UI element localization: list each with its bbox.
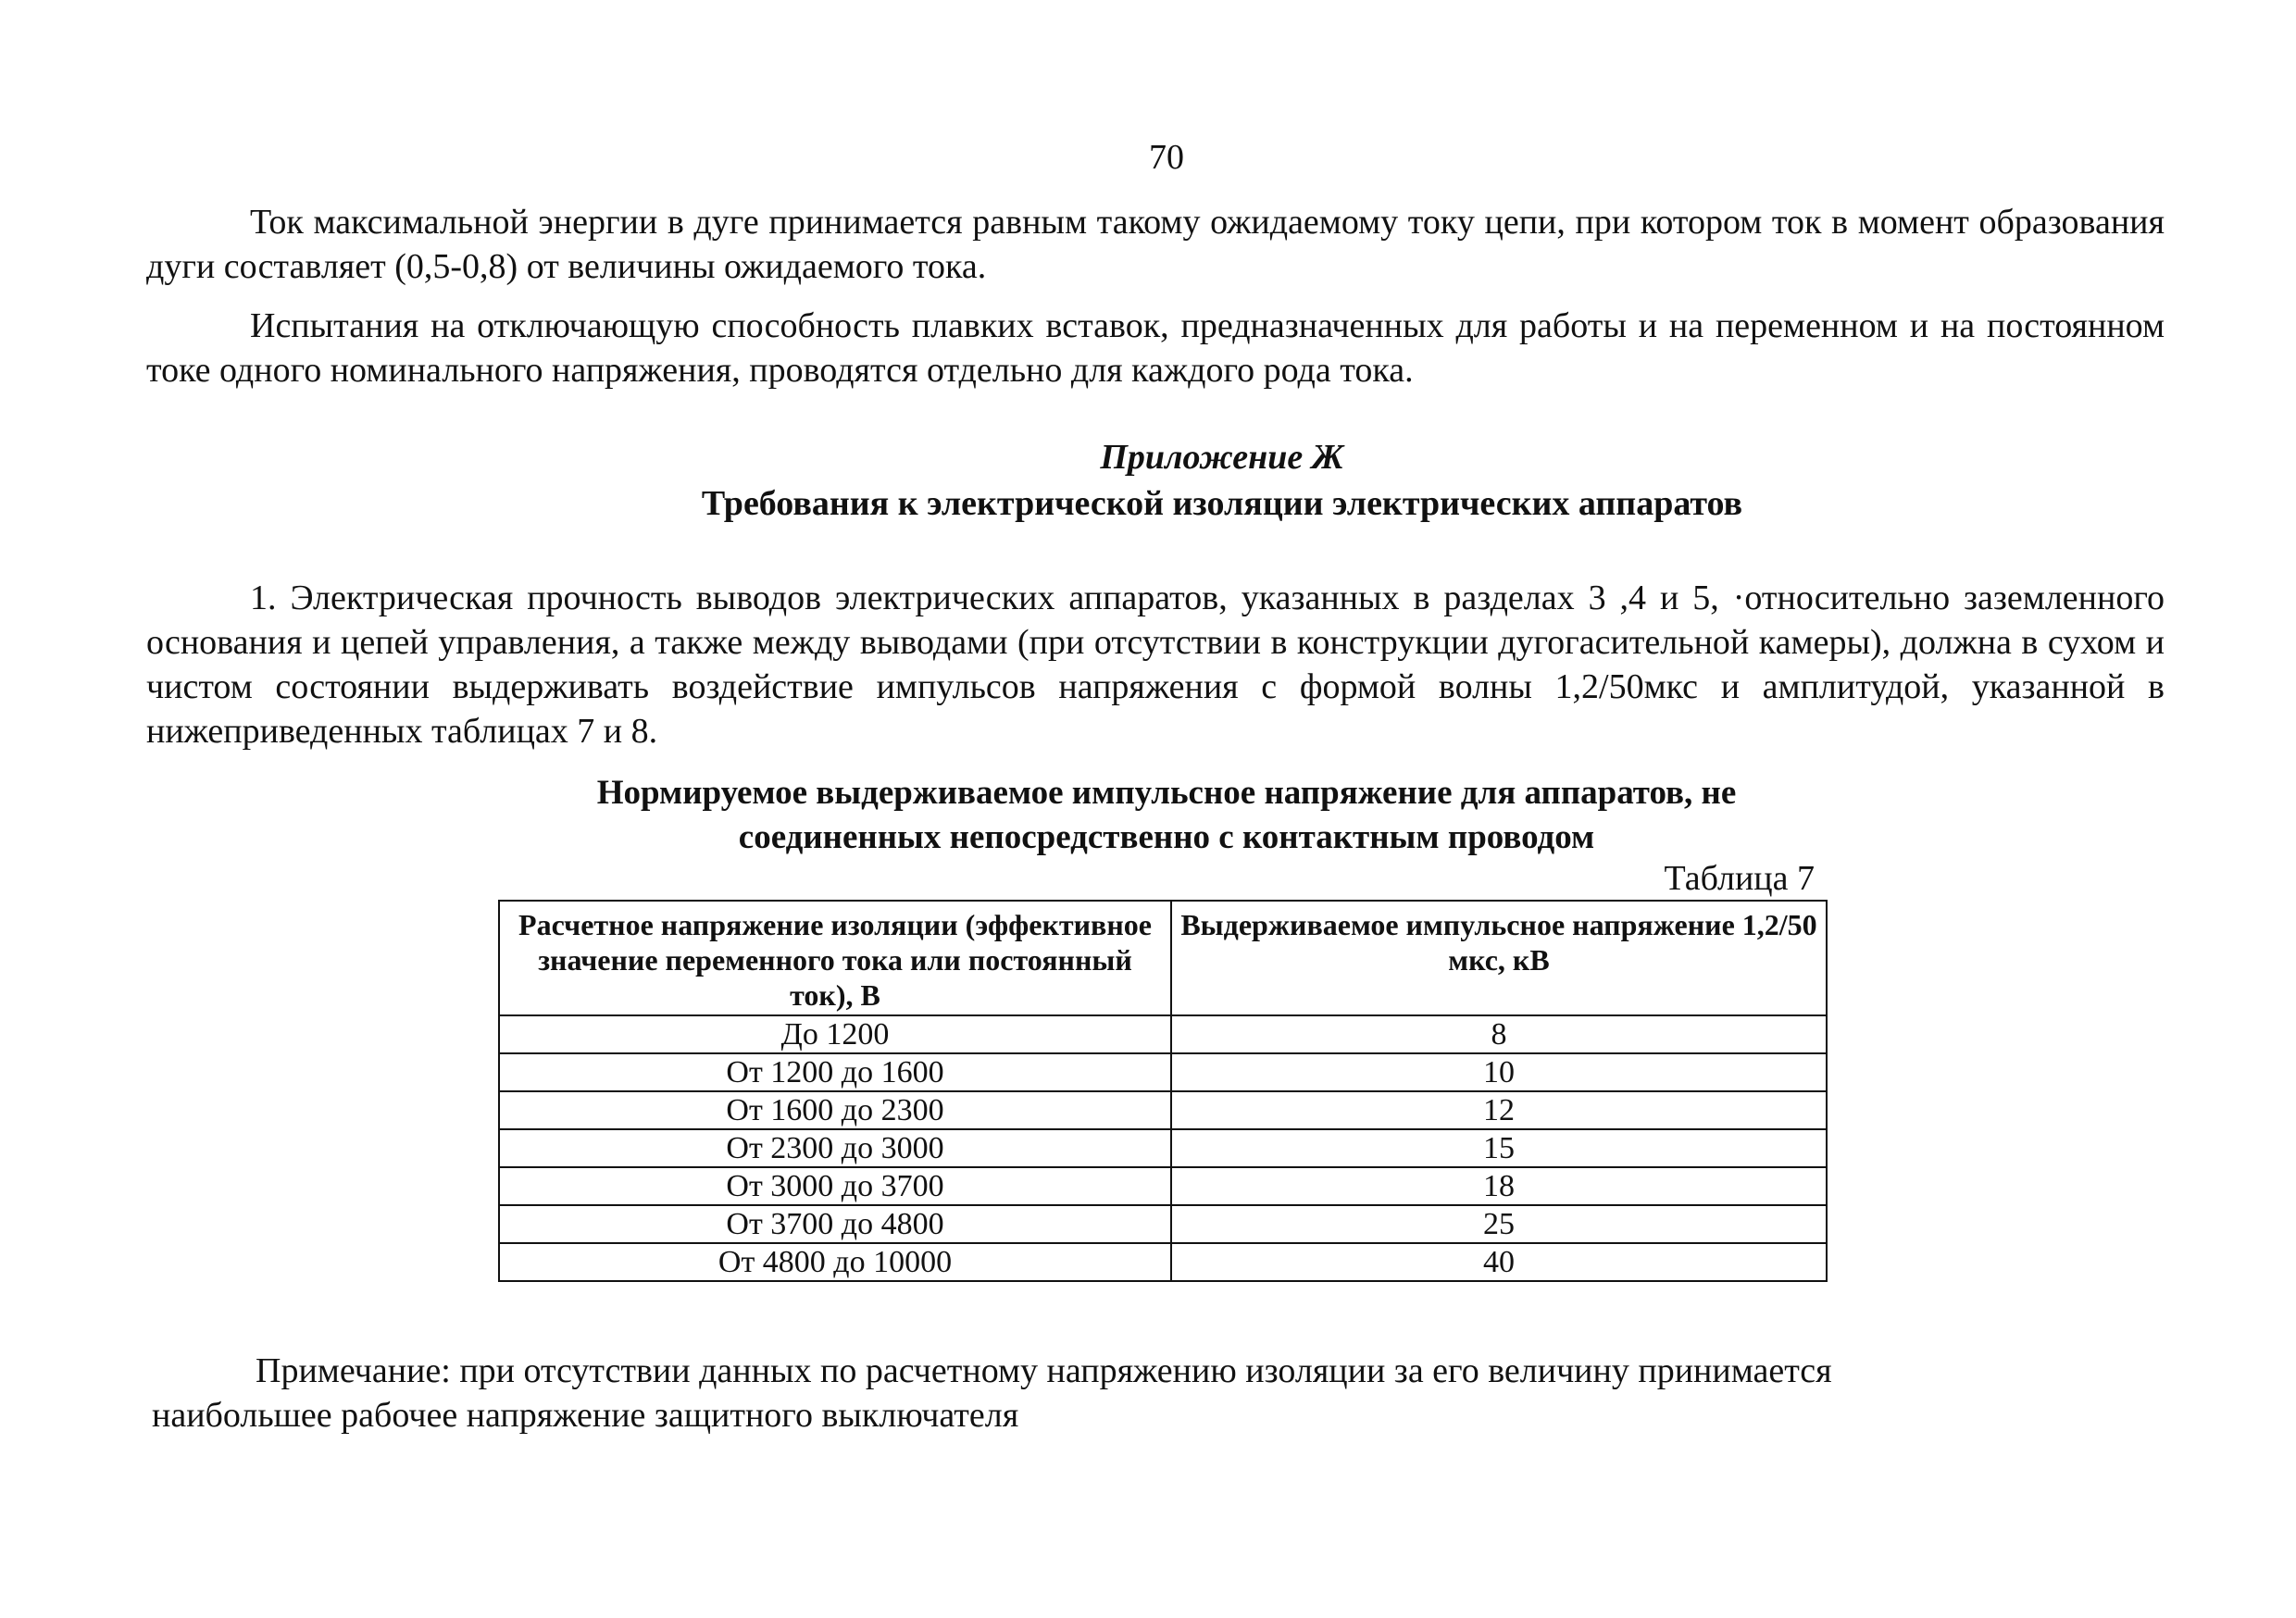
appendix-subtitle: Требования к электрической изоляции электрических аппаратов [701,484,1743,523]
table-row [499,1091,1827,1129]
voltage-range-cell: От 3000 до 3700 [499,1167,1171,1205]
table-row [499,1015,1827,1053]
voltage-range-cell: От 2300 до 3000 [499,1129,1171,1167]
header-rated-insulation-voltage: Расчетное напряжение изоляции (эффективное значение переменного тока или постоянный ток), В [499,901,1171,1015]
voltage-range-cell: От 1600 до 2300 [499,1091,1171,1129]
table-row [499,1243,1827,1281]
note-line1: Примечание: при отсутствии данных по расчетному напряжению изоляции за его величину принимается [256,1351,1832,1390]
table-title-line2: соединенных непосредственно с контактным проводом [738,818,1595,856]
table-row [499,1205,1827,1243]
page-number: 70 [1149,138,1184,177]
impulse-value-cell: 18 [1171,1167,1827,1205]
note-line2: наибольшее рабочее напряжение защитного выключателя [152,1396,1019,1435]
table-title-line1: Нормируемое выдерживаемое импульсное напряжение для аппаратов, не [596,774,1737,812]
paragraph-breaking-capacity-tests: Испытания на отключающую способность плавких вставок, предназначенных для работы и на переменном и на постоянном токе одного номинального напряжения, проводятся отдельно для каждого рода тока. [146,306,2165,390]
impulse-value-cell: 40 [1171,1243,1827,1281]
appendix-title: Приложение Ж [1100,438,1344,477]
voltage-range-cell: До 1200 [499,1015,1171,1053]
table-note [152,1349,2189,1438]
table-row [499,1053,1827,1091]
table-title [518,771,1815,860]
header-impulse-withstand-voltage: Выдерживаемое импульсное напряжение 1,2/50 мкс, кВ [1171,901,1827,1015]
table-label: Таблица 7 [1664,859,1815,898]
impulse-value-cell: 15 [1171,1129,1827,1167]
impulse-value-cell: 12 [1171,1091,1827,1129]
voltage-range-cell: От 3700 до 4800 [499,1205,1171,1243]
paragraph-dielectric-strength: 1. Электрическая прочность выводов электрических аппаратов, указанных в разделах 3 ,4 и 5, ·относительно заземленного основания и цепей управления, а также между выводами (при отсутствии в конструкции дугогасительной камеры), должна в сухом и чистом состоянии выдерживать воздействие импульсов напряжения с формой волны 1,2/50мкс и амплитудой, указанной в нижеприведенных таблицах 7 и 8. [146,579,2165,751]
paragraph-max-energy-current: Ток максимальной энергии в дуге принимается равным такому ожидаемому току цепи, при котором ток в момент образования дуги составляет (0,5-0,8) от величины ожидаемого тока. [146,203,2165,286]
impulse-voltage-table [498,900,1828,1282]
table-row [499,1129,1827,1167]
impulse-value-cell: 8 [1171,1015,1827,1053]
table-header-row [499,901,1827,1015]
voltage-range-cell: От 1200 до 1600 [499,1053,1171,1091]
voltage-range-cell: От 4800 до 10000 [499,1243,1171,1281]
table-row [499,1167,1827,1205]
impulse-value-cell: 25 [1171,1205,1827,1243]
impulse-value-cell: 10 [1171,1053,1827,1091]
